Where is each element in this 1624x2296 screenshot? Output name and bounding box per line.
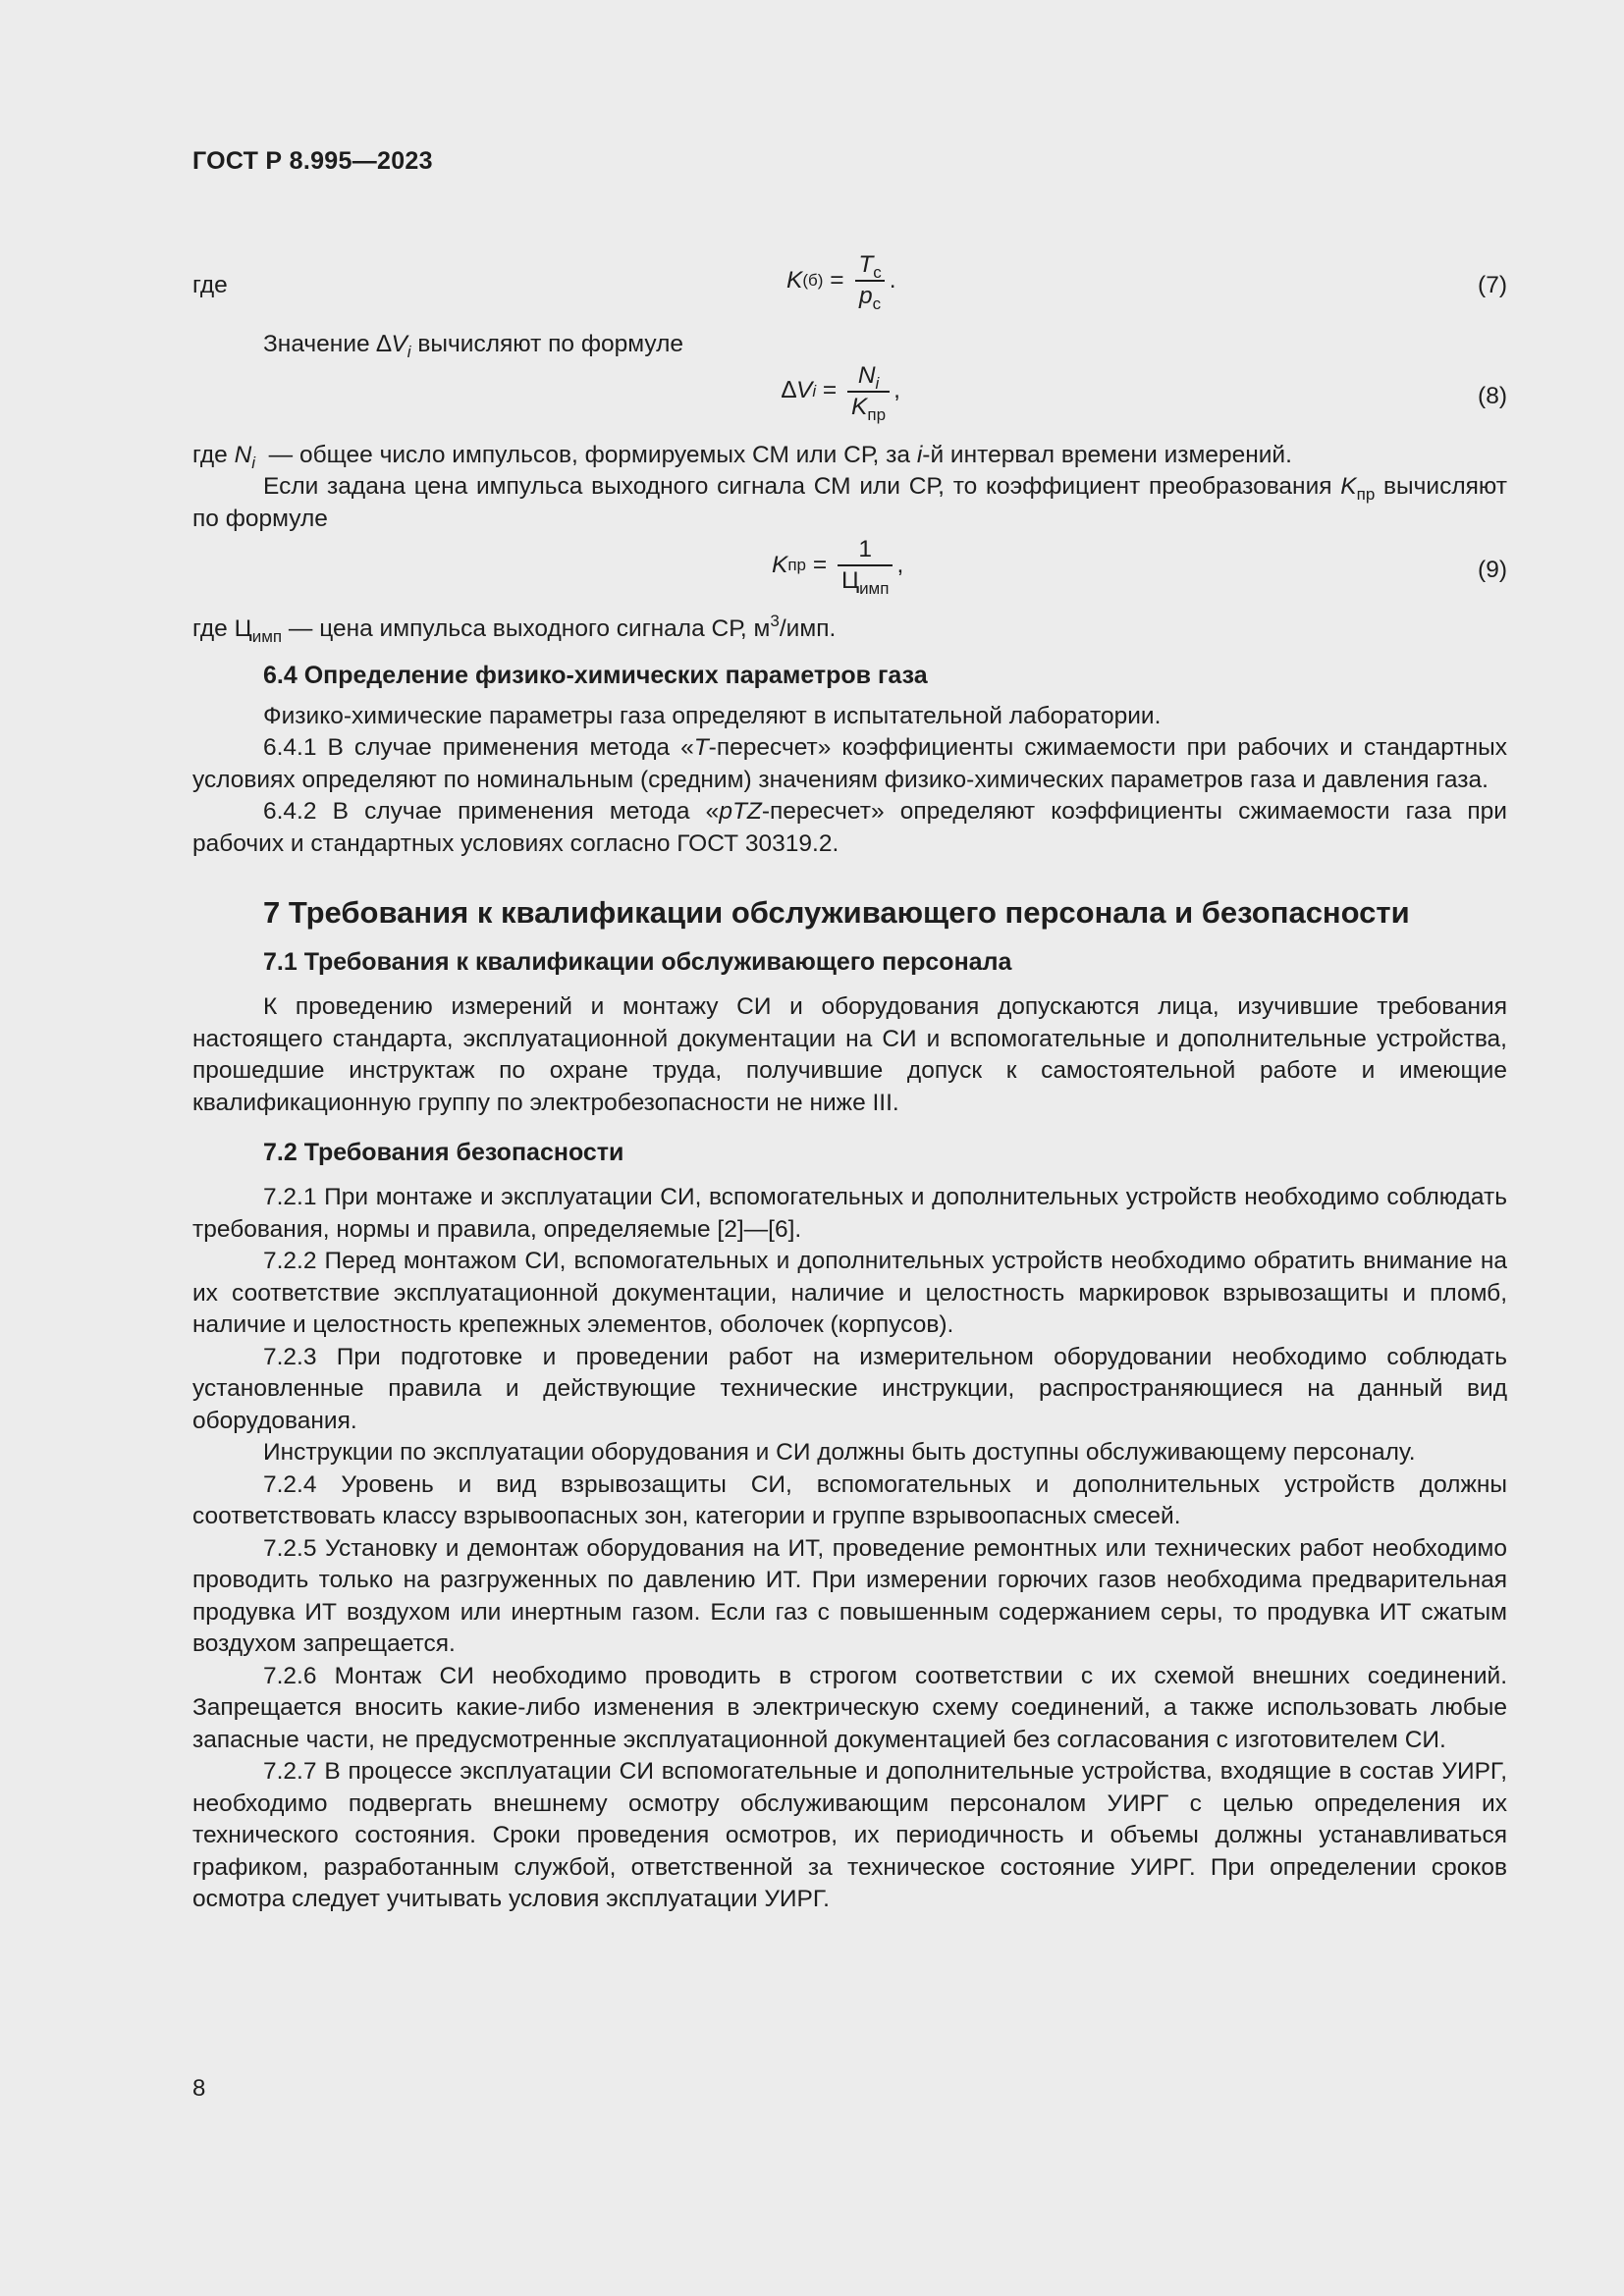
- formula-7-p: p: [858, 283, 873, 309]
- formula-7-fraction: [854, 250, 885, 311]
- where-n-n: N: [234, 441, 252, 468]
- dv-intro-text-b: вычисляют по формуле: [410, 331, 683, 357]
- formula-8-v: V: [796, 377, 813, 404]
- section-7-2-2: 7.2.2 Перед монтажом СИ, вспомогательных и дополнительных устройств необходимо обратить внимание на их соответствие эксплуатационной документации, наличие и целостность маркировок взрывозащиты и пломб, наличие и целостность крепежных элементов, оболочек (корпусов).: [192, 1248, 1507, 1338]
- formula-8-number: (8): [1478, 382, 1507, 409]
- formula-7-numerator: [854, 250, 885, 280]
- section-7-2-6: 7.2.6 Монтаж СИ необходимо проводить в строгом соответствии с их схемой внешних соединений. Запрещается вносить какие-либо изменения в электрическую схему соединений, а также использовать любые запасные части, не предусмотренные эксплуатационной документацией без согласования с изготовителем СИ.: [192, 1662, 1507, 1753]
- formula-9-fraction: [838, 535, 893, 596]
- section-7-2-5: 7.2.5 Установку и демонтаж оборудования на ИТ, проведение ремонтных или технических работ необходимо проводить только на разгруженных по давлению ИТ. При измерении горючих газов необходима предварительная продувка ИТ воздухом или инертным газом. Если газ с повышенным содержанием серы, то продувка ИТ сжатым воздухом запрещается.: [192, 1534, 1507, 1657]
- section-7-2-title: 7.2 Требования безопасности: [263, 1139, 624, 1166]
- kpr-paragraph: [192, 471, 1507, 535]
- where-c-text-c: /имп.: [779, 615, 837, 642]
- section-6-4-title: 6.4 Определение физико-химических параметров газа: [263, 661, 928, 689]
- where-c-sup: 3: [770, 612, 780, 630]
- formula-9-numerator: 1: [858, 536, 873, 562]
- section-6-4-p1: Физико-химические параметры газа определяют в испытательной лаборатории.: [263, 702, 1162, 729]
- formula-8-delta: ∆: [782, 377, 796, 404]
- section-6-4-1-t: T: [693, 734, 709, 761]
- formula-8-n-sub: i: [875, 373, 880, 393]
- section-6-4-1: [192, 732, 1507, 796]
- formula-8-denominator: [847, 391, 890, 422]
- formula-9-number: (9): [1478, 557, 1507, 583]
- formula-8-numerator: [854, 361, 883, 391]
- formula-8-i: i: [812, 381, 817, 400]
- formula-8-k-sub: пр: [867, 404, 887, 424]
- where-n-text-c: -й интервал времени измерений.: [922, 441, 1292, 468]
- dv-intro-text-a: Значение ∆: [263, 331, 392, 357]
- where-c-line: [192, 614, 1507, 646]
- formula-8-expression: [782, 361, 900, 422]
- formula-9-expression: K пр = $\frac{1}{Ц_{имп}}$ ,: [772, 536, 904, 598]
- formula-8-k: K: [851, 393, 868, 420]
- section-6-4-1-a: 6.4.1 В случае применения метода «: [263, 734, 694, 761]
- where-n-i: i: [251, 453, 256, 472]
- section-7-2-3: 7.2.3 При подготовке и проведении работ на измерительном оборудовании необходимо соблюдать установленные правила и действующие технические инструкции, распространяющиеся на данный вид оборудования.: [192, 1343, 1507, 1434]
- page-content: [192, 250, 1507, 1916]
- formula-7-tail: .: [889, 266, 896, 294]
- formula-7-k: K: [786, 266, 803, 294]
- formula-8-eq: =: [816, 377, 844, 404]
- section-7-1-paragraph: К проведению измерений и монтажу СИ и оборудования допускаются лица, изучившие требования настоящего стандарта, эксплуатационной документации на СИ и вспомогательные и дополнительные устройства, прошедшие инструктаж по охране труда, получившие допуск к самостоятельной работе и имеющие квалификационную группу по электробезопасности не ниже III.: [192, 993, 1507, 1116]
- formula-7-eq: =: [823, 266, 851, 294]
- dv-intro-line: [192, 329, 1507, 361]
- section-6-4-2-ptz: pTZ: [719, 798, 762, 825]
- formula-9-denominator: [838, 564, 893, 596]
- kpr-k: K: [1340, 473, 1357, 500]
- section-7-2-1: 7.2.1 При монтаже и эксплуатации СИ, вспомогательных и дополнительных устройств необходимо соблюдать требования, нормы и правила, определяемые [2]—[6].: [192, 1184, 1507, 1243]
- document-header: ГОСТ Р 8.995—2023: [192, 147, 433, 175]
- section-6-4-1-b: -пересчет» коэффициенты сжимаемости при рабочих и стандартных условиях определяют по номинальным (средним) значениям физико-химических параметров газа и давления газа.: [192, 734, 1507, 793]
- formula-9-c: Ц: [840, 567, 860, 594]
- kpr-k-sub: пр: [1356, 485, 1376, 504]
- formula-8-fraction: [847, 361, 890, 422]
- where-c-text-b: — цена импульса выходного сигнала СР, м: [282, 615, 771, 642]
- formula-7-p-sub: с: [872, 294, 882, 313]
- formula-9-c-sub: имп: [859, 579, 890, 598]
- formula-7-expression: K (б) = $\frac{T_с}{p_с}$ .: [786, 251, 896, 313]
- where-n-text-b: — общее число импульсов, формируемых СМ или СР, за: [255, 441, 917, 468]
- page-number: 8: [192, 2075, 206, 2102]
- formula-7-number: (7): [1478, 272, 1507, 298]
- formula-7-t: T: [858, 251, 874, 278]
- dv-intro-v: V: [391, 331, 407, 357]
- section-7-2-3-instructions: Инструкции по эксплуатации оборудования и СИ должны быть доступны обслуживающему персоналу.: [263, 1439, 1416, 1466]
- formula-8-tail: ,: [893, 377, 900, 404]
- where-c-sub: имп: [251, 627, 283, 646]
- formula-7-lead: где: [192, 272, 228, 298]
- section-6-4-2: [192, 796, 1507, 860]
- kpr-text-a: Если задана цена импульса выходного сигнала СМ или СР, то коэффициент преобразования: [263, 473, 1341, 500]
- formula-7: [192, 250, 1507, 319]
- formula-9-tail: ,: [896, 551, 904, 578]
- section-7-1-title: 7.1 Требования к квалификации обслуживающего персонала: [263, 948, 1012, 976]
- dv-intro-i: i: [406, 343, 411, 361]
- where-n-ii: i: [916, 441, 923, 468]
- where-n-text-a: где: [192, 441, 235, 468]
- kpr-text-b: вычисляют по формуле: [192, 473, 1507, 532]
- section-6-4-2-b: -пересчет» определяют коэффициенты сжимаемости газа при рабочих и стандартных условиях согласно ГОСТ 30319.2.: [192, 798, 1507, 857]
- formula-7-denominator: [855, 280, 885, 311]
- formula-8-n: N: [857, 361, 876, 389]
- section-7-2-4: 7.2.4 Уровень и вид взрывозащиты СИ, вспомогательных и дополнительных устройств должны соответствовать классу взрывоопасных зон, категории и группе взрывоопасных смесей.: [192, 1470, 1507, 1529]
- formula-9-k: K: [772, 551, 788, 578]
- section-6-4-2-a: 6.4.2 В случае применения метода «: [263, 798, 720, 825]
- formula-9: [192, 535, 1507, 604]
- where-c-text-a: где Ц: [192, 615, 252, 642]
- formula-9-eq: =: [806, 551, 834, 578]
- formula-8: [192, 361, 1507, 430]
- section-7-2-7: 7.2.7 В процессе эксплуатации СИ вспомогательные и дополнительные устройства, входящие в состав УИРГ, необходимо подвергать внешнему осмотру обслуживающим персоналом УИРГ с целью определения их технического состояния. Сроки проведения осмотров, их периодичность и объемы должны устанавливаться графиком, разработанным службой, ответственной за техническое состояние УИРГ. При определении сроков осмотра следует учитывать условия эксплуатации УИРГ.: [192, 1758, 1507, 1912]
- section-7-title: 7 Требования к квалификации обслуживающего персонала и безопасности: [263, 895, 1410, 930]
- formula-7-t-sub: с: [873, 263, 882, 282]
- where-n-line: [192, 440, 1507, 472]
